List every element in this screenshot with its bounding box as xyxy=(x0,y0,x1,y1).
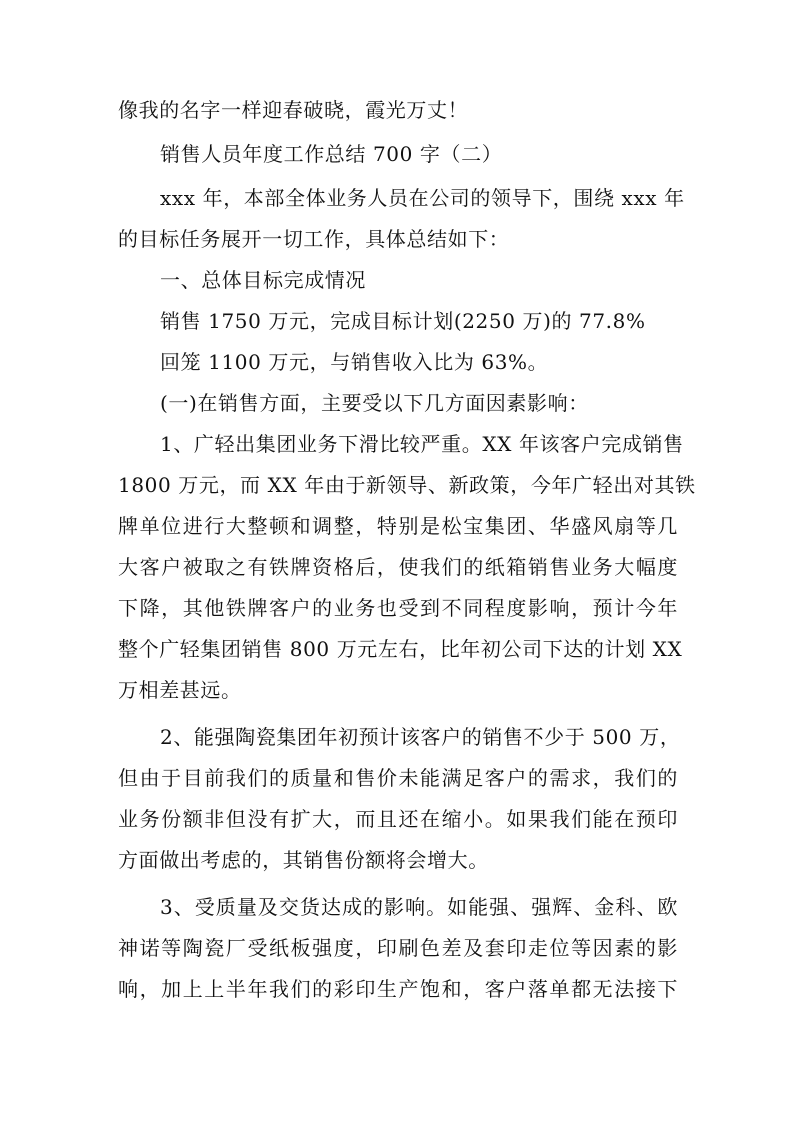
paragraph-line: 1、广轻出集团业务下滑比较严重。XX 年该客户完成销售 xyxy=(160,432,684,456)
paragraph-line: 大客户被取之有铁牌资格后，使我们的纸箱销售业务大幅度 xyxy=(118,555,678,579)
paragraph-line: 像我的名字一样迎春破晓，霞光万丈！ xyxy=(118,98,469,122)
paragraph-line: 万相差甚远。 xyxy=(118,678,242,702)
paragraph-line: xxx 年，本部全体业务人员在公司的领导下，围绕 xxx 年 xyxy=(160,186,685,210)
paragraph-line: 下降，其他铁牌客户的业务也受到不同程度影响，预计今年 xyxy=(118,596,678,620)
paragraph-line: 但由于目前我们的质量和售价未能满足客户的需求，我们的 xyxy=(118,766,678,790)
paragraph-line: (一)在销售方面，主要受以下几方面因素影响： xyxy=(160,391,589,415)
paragraph-line: 牌单位进行大整顿和调整，特别是松宝集团、华盛风扇等几 xyxy=(118,514,678,538)
paragraph-line: 响，加上上半年我们的彩印生产饱和，客户落单都无法接下 xyxy=(118,977,678,1001)
paragraph-line: 的目标任务展开一切工作，具体总结如下： xyxy=(118,227,510,251)
paragraph-line: 2、能强陶瓷集团年初预计该客户的销售不少于 500 万， xyxy=(160,725,681,749)
paragraph-line: 业务份额非但没有扩大，而且还在缩小。如果我们能在预印 xyxy=(118,807,678,831)
subsection-heading: 一、总体目标完成情况 xyxy=(160,268,366,292)
paragraph-line: 整个广轻集团销售 800 万元左右，比年初公司下达的计划 XX xyxy=(118,637,683,661)
paragraph-line: 1800 万元，而 XX 年由于新领导、新政策，今年广轻出对其铁 xyxy=(118,473,696,497)
paragraph-line: 回笼 1100 万元，与销售收入比为 63%。 xyxy=(160,350,549,374)
paragraph-line: 3、受质量及交货达成的影响。如能强、强辉、金科、欧 xyxy=(160,895,678,919)
paragraph-line: 神诺等陶瓷厂受纸板强度，印刷色差及套印走位等因素的影 xyxy=(118,936,678,960)
section-heading: 销售人员年度工作总结 700 字（二） xyxy=(160,142,503,166)
paragraph-line: 销售 1750 万元，完成目标计划(2250 万)的 77.8% xyxy=(160,309,646,333)
paragraph-line: 方面做出考虑的，其销售份额将会增大。 xyxy=(118,848,489,872)
